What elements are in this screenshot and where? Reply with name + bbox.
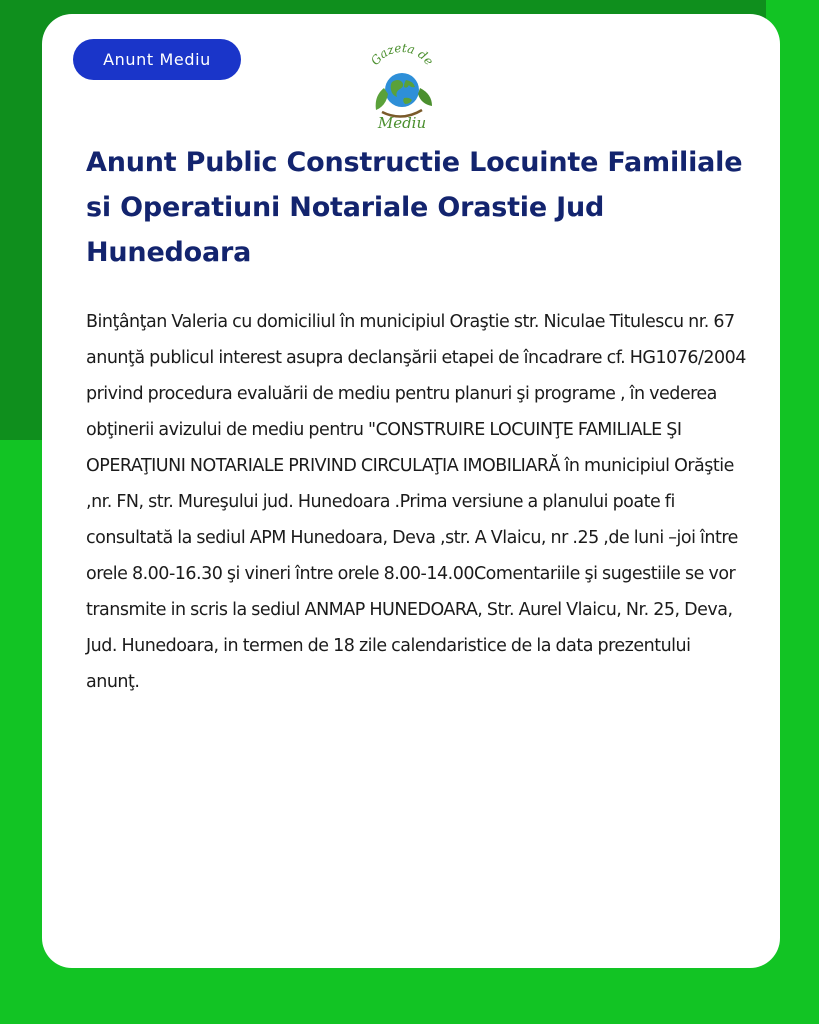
article-title: Anunt Public Constructie Locuinte Familiale si Operatiuni Notariale Orastie Jud Hunedoara (86, 147, 743, 268)
category-badge[interactable]: Anunt Mediu (73, 39, 241, 80)
announcement-card (42, 14, 780, 968)
article-body: Binţânţan Valeria cu domiciliul în municipiul Oraştie str. Niculae Titulescu nr. 67 anunţă publicul interest asupra declanşării etapei de încadrare cf. HG1076/2004 privind procedura evaluării de mediu pentru planuri şi programe , în vederea obţinerii avizului de mediu pentru "CONSTRUIRE LOCUINŢE FAMILIALE ŞI OPERAŢIUNI NOTARIALE PRIVIND CIRCULAŢIA IMOBILIARĂ în municipiul Orăştie ,nr. FN, str. Mureşului jud. Hunedoara .Prima versiune a planului poate fi consultată la sediul APM Hunedoara, Deva ,str. A Vlaicu, nr .25 ,de luni –joi între orele 8.00-16.30 şi vineri între orele 8.00-14.00Comentariile şi sugestiile se vor transmite in scris la sediul ANMAP HUNEDOARA, Str. Aurel Vlaicu, Nr. 25, Deva, Jud. Hunedoara, in termen de 18 zile calendaristice de la data prezentului anunţ. (86, 312, 746, 692)
svg-text:Gazeta de: Gazeta de (367, 42, 437, 68)
svg-text:Mediu: Mediu (377, 114, 427, 130)
gazeta-de-mediu-logo-icon (360, 42, 444, 130)
